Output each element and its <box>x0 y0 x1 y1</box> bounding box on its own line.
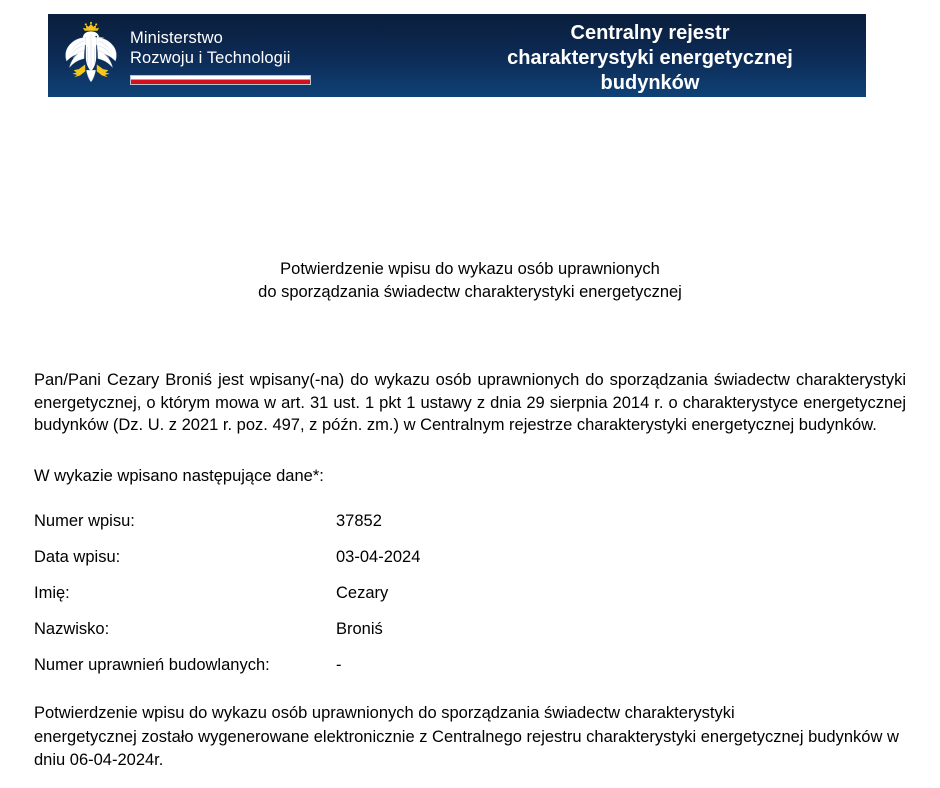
table-row <box>34 583 734 619</box>
intro-paragraph: Pan/Pani Cezary Broniś jest wpisany(-na) do wykazu osób uprawnionych do sporządzania świadectw charakterystyki energetycznej, o którym mowa w art. 31 ust. 1 pkt 1 ustawy z dnia 29 sierpnia 2014 r. o charakterystyce energetycznej budynków (Dz. U. z 2021 r. poz. 497, z późn. zm.) w Centralnym rejestrze charakterystyki energetycznej budynków. <box>34 371 906 434</box>
polish-flag-bar <box>130 75 311 85</box>
entry-label: Data wpisu: <box>34 548 121 566</box>
registry-title-line1: Centralny rejestr <box>570 22 730 44</box>
footer-paragraph <box>34 702 906 773</box>
entry-label: Numer uprawnień budowlanych: <box>34 656 270 674</box>
ministry-name-line2: Rozwoju i Technologii <box>130 49 291 67</box>
entry-label: Numer wpisu: <box>34 512 135 530</box>
entry-value: - <box>336 656 342 674</box>
footer-line-1: Potwierdzenie wpisu do wykazu osób uprawnionych do sporządzania świadectw charakterystyki <box>34 704 735 722</box>
document-title-line1: Potwierdzenie wpisu do wykazu osób uprawnionych <box>280 260 660 278</box>
ministry-lockup <box>62 19 311 87</box>
entry-data-list <box>34 511 734 691</box>
table-row <box>34 619 734 655</box>
entry-value: Cezary <box>336 584 389 602</box>
document-title <box>34 258 906 304</box>
registry-title-line2: charakterystyki energetycznej <box>507 47 793 69</box>
entries-lead-in: W wykazie wpisano następujące dane*: <box>34 467 324 485</box>
entry-label: Nazwisko: <box>34 620 110 638</box>
entry-value: 03-04-2024 <box>336 548 421 566</box>
polish-eagle-emblem <box>62 21 120 87</box>
registry-title <box>440 21 860 96</box>
document-title-line2: do sporządzania świadectw charakterystyki energetycznej <box>258 283 682 301</box>
entry-label: Imię: <box>34 584 70 602</box>
entry-value: Broniś <box>336 620 383 638</box>
table-row <box>34 655 734 691</box>
ministry-name-line1: Ministerstwo <box>130 29 223 47</box>
table-row <box>34 547 734 583</box>
registry-title-line3: budynków <box>600 72 700 94</box>
table-row <box>34 511 734 547</box>
entry-value: 37852 <box>336 512 382 530</box>
header-banner <box>48 14 866 97</box>
footer-line-2: energetycznej zostało wygenerowane elektronicznie z Centralnego rejestru charakterystyki energetycznej budynków w dniu 06-04-2024r. <box>34 727 899 769</box>
